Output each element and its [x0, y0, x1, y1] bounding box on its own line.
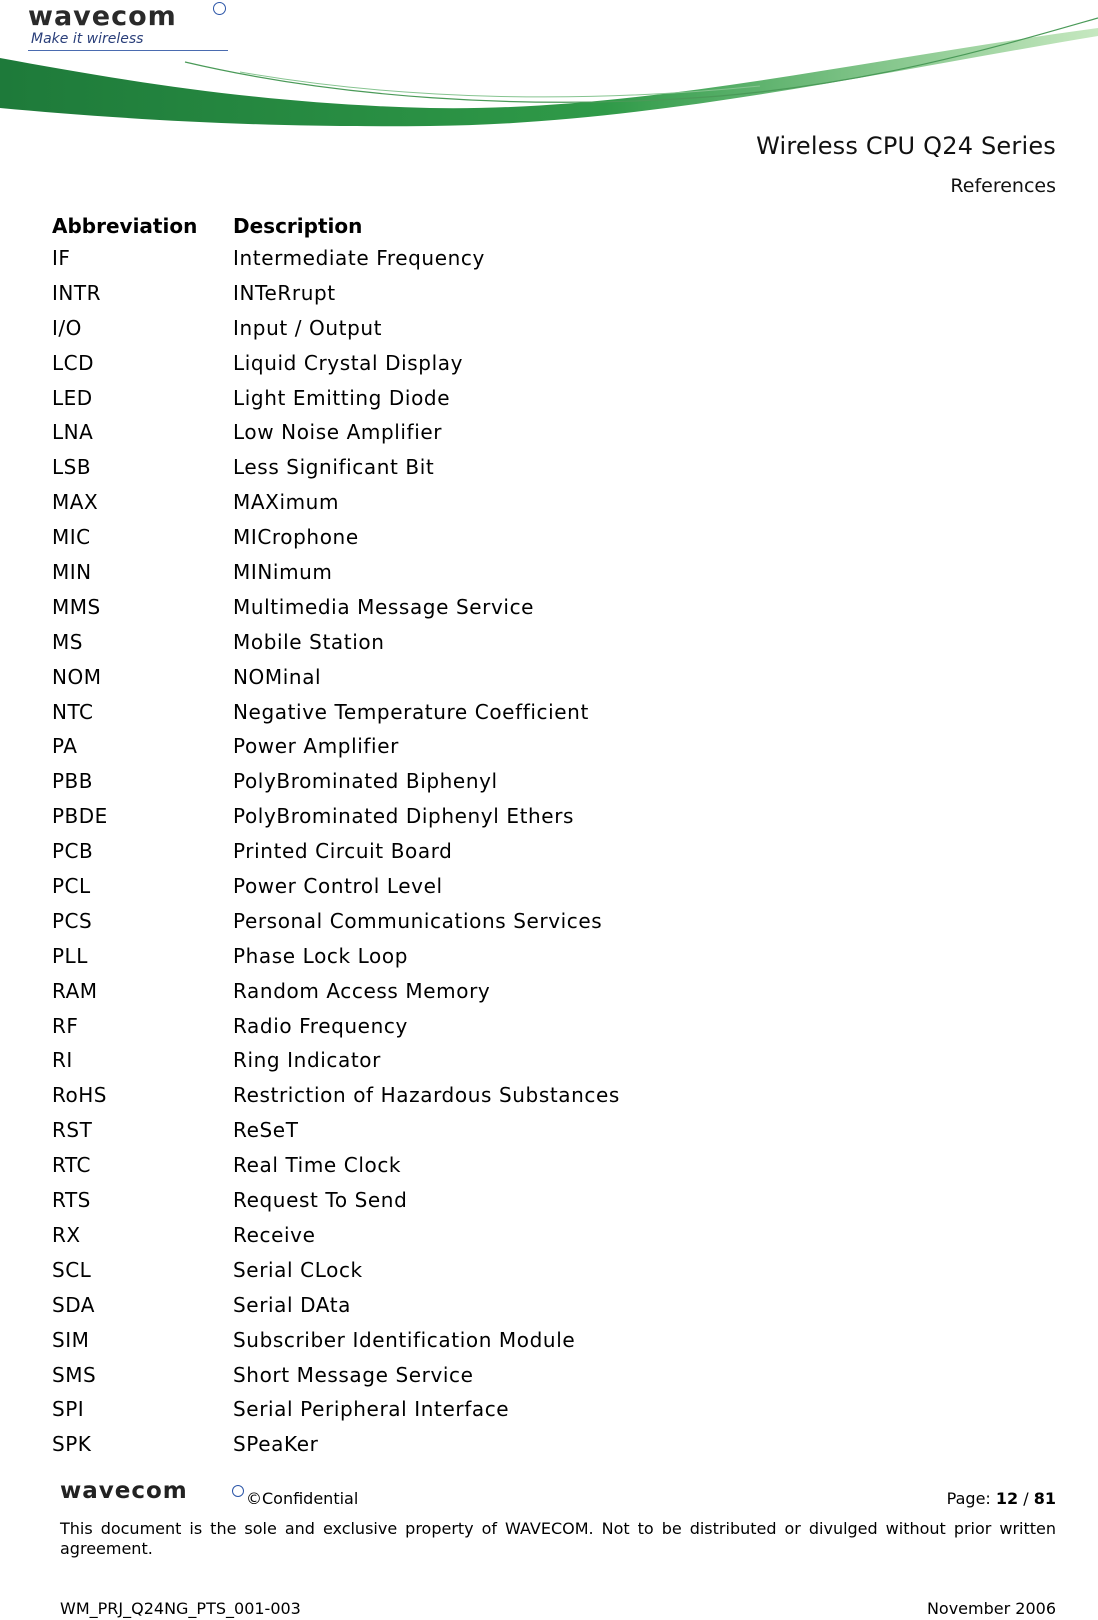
description-cell: Short Message Service [233, 1362, 474, 1387]
description-cell: Low Noise Amplifier [233, 420, 443, 445]
table-row [52, 347, 1052, 382]
abbreviation-cell: PCB [52, 839, 94, 864]
abbreviation-cell: RTC [52, 1153, 91, 1178]
abbreviation-cell: PCL [52, 874, 91, 899]
description-cell: Request To Send [233, 1188, 408, 1213]
table-row [52, 1359, 1052, 1394]
abbreviation-cell: IF [52, 246, 71, 270]
footer-logo-mark-icon [232, 1485, 244, 1497]
abbreviation-cell: MMS [52, 594, 101, 619]
description-cell: Light Emitting Diode [233, 385, 451, 410]
table-row [52, 1289, 1052, 1324]
description-cell: Subscriber Identification Module [233, 1327, 576, 1352]
description-cell: Less Significant Bit [233, 455, 435, 480]
disclaimer-text: This document is the sole and exclusive property of WAVECOM. Not to be distributed or divulged without prior written agreement. [60, 1519, 1056, 1558]
table-row [52, 1324, 1052, 1359]
abbreviation-cell: NOM [52, 664, 102, 689]
table-row [52, 1114, 1052, 1149]
table-row [52, 277, 1052, 312]
description-cell: Restriction of Hazardous Substances [233, 1083, 620, 1108]
abbreviation-cell: I/O [52, 315, 82, 340]
table-row [52, 1184, 1052, 1219]
abbreviation-cell: RoHS [52, 1083, 107, 1108]
description-cell: Personal Communications Services [233, 908, 603, 933]
page-header [0, 0, 1098, 130]
table-row [52, 1149, 1052, 1184]
description-cell: Power Control Level [233, 874, 443, 899]
abbreviation-cell: MIC [52, 525, 91, 550]
table-row [52, 556, 1052, 591]
abbreviation-cell: PA [52, 734, 78, 759]
table-row [52, 940, 1052, 975]
description-cell: Real Time Clock [233, 1153, 402, 1178]
table-row [52, 242, 1052, 277]
table-row [52, 1254, 1052, 1289]
table-row [52, 451, 1052, 486]
footer-wavecom-logo: wavecom [60, 1478, 188, 1504]
table-row [52, 521, 1052, 556]
abbreviation-cell: LCD [52, 350, 95, 375]
table-body [52, 242, 1052, 1463]
abbreviation-cell: PBB [52, 769, 94, 794]
table-row [52, 1010, 1052, 1045]
abbreviation-cell: LED [52, 385, 93, 410]
abbreviation-cell: RAM [52, 978, 98, 1003]
abbreviation-cell: LNA [52, 420, 94, 445]
table-row [52, 696, 1052, 731]
abbreviation-cell: SDA [52, 1292, 95, 1317]
abbreviation-cell: RST [52, 1118, 93, 1143]
description-cell: Serial CLock [233, 1257, 363, 1282]
description-cell: SPeaKer [233, 1432, 319, 1457]
description-cell: PolyBrominated Diphenyl Ethers [233, 804, 575, 829]
table-row [52, 765, 1052, 800]
section-title: References [950, 175, 1056, 197]
abbreviation-cell: MIN [52, 560, 92, 585]
table-row [52, 1393, 1052, 1428]
description-cell: Power Amplifier [233, 734, 399, 759]
description-cell: ReSeT [233, 1118, 299, 1143]
table-row [52, 591, 1052, 626]
description-cell: Input / Output [233, 315, 383, 340]
table-row [52, 486, 1052, 521]
abbreviation-cell: MAX [52, 490, 99, 515]
table-row [52, 1428, 1052, 1463]
abbreviation-cell: MS [52, 629, 83, 654]
page-number [947, 1489, 1056, 1508]
table-row [52, 416, 1052, 451]
abbreviation-table [52, 214, 1052, 1463]
abbreviation-cell: SPK [52, 1432, 92, 1457]
abbreviation-cell: PLL [52, 943, 88, 968]
description-cell: Mobile Station [233, 629, 385, 654]
abbreviation-cell: LSB [52, 455, 92, 480]
wavecom-logo-mark-icon [213, 2, 226, 15]
table-row [52, 382, 1052, 417]
table-row [52, 800, 1052, 835]
description-cell: Serial Peripheral Interface [233, 1397, 510, 1422]
table-row [52, 1044, 1052, 1079]
abbreviation-cell: SMS [52, 1362, 97, 1387]
abbreviation-cell: SIM [52, 1327, 90, 1352]
description-cell: MICrophone [233, 525, 359, 550]
description-cell: INTeRrupt [233, 280, 336, 305]
description-cell: MAXimum [233, 490, 340, 515]
abbreviation-cell: PCS [52, 908, 93, 933]
logo-underline [28, 50, 228, 51]
description-cell: Serial DAta [233, 1292, 352, 1317]
table-row [52, 730, 1052, 765]
description-cell: Liquid Crystal Display [233, 350, 464, 375]
table-row [52, 312, 1052, 347]
table-row [52, 661, 1052, 696]
description-cell: PolyBrominated Biphenyl [233, 769, 498, 794]
document-reference: WM_PRJ_Q24NG_PTS_001-003 [60, 1599, 301, 1618]
document-title: Wireless CPU Q24 Series [756, 132, 1056, 160]
page-current: 12 [995, 1489, 1019, 1508]
abbreviation-cell: INTR [52, 280, 101, 305]
abbreviation-cell: RI [52, 1048, 73, 1073]
table-row [52, 1219, 1052, 1254]
description-cell: NOMinal [233, 664, 322, 689]
document-date: November 2006 [926, 1599, 1056, 1618]
description-cell: Ring Indicator [233, 1048, 381, 1073]
description-cell: Multimedia Message Service [233, 594, 535, 619]
page-label: Page: [946, 1489, 991, 1508]
description-cell: Printed Circuit Board [233, 839, 453, 864]
abbreviation-cell: SPI [52, 1397, 85, 1422]
column-header-abbreviation: Abbreviation [52, 214, 198, 238]
description-cell: MINimum [233, 560, 333, 585]
column-header-description: Description [233, 214, 363, 238]
description-cell: Random Access Memory [233, 978, 491, 1003]
abbreviation-cell: PBDE [52, 804, 108, 829]
confidential-label: ©Confidential [246, 1489, 359, 1508]
table-header-row [52, 214, 1052, 242]
abbreviation-cell: RF [52, 1013, 79, 1038]
description-cell: Receive [233, 1222, 316, 1247]
description-cell: Intermediate Frequency [233, 246, 485, 270]
table-row [52, 870, 1052, 905]
abbreviation-cell: RTS [52, 1188, 91, 1213]
description-cell: Radio Frequency [233, 1013, 408, 1038]
description-cell: Phase Lock Loop [233, 943, 408, 968]
page-separator: / [1023, 1489, 1029, 1508]
table-row [52, 835, 1052, 870]
logo-tagline: Make it wireless [31, 31, 144, 47]
table-row [52, 626, 1052, 661]
description-cell: Negative Temperature Coefficient [233, 699, 589, 724]
page-total: 81 [1033, 1489, 1056, 1508]
table-row [52, 1079, 1052, 1114]
abbreviation-cell: SCL [52, 1257, 92, 1282]
table-row [52, 975, 1052, 1010]
abbreviation-cell: NTC [52, 699, 94, 724]
table-row [52, 905, 1052, 940]
wavecom-logo: wavecom [28, 1, 177, 32]
abbreviation-cell: RX [52, 1222, 81, 1247]
